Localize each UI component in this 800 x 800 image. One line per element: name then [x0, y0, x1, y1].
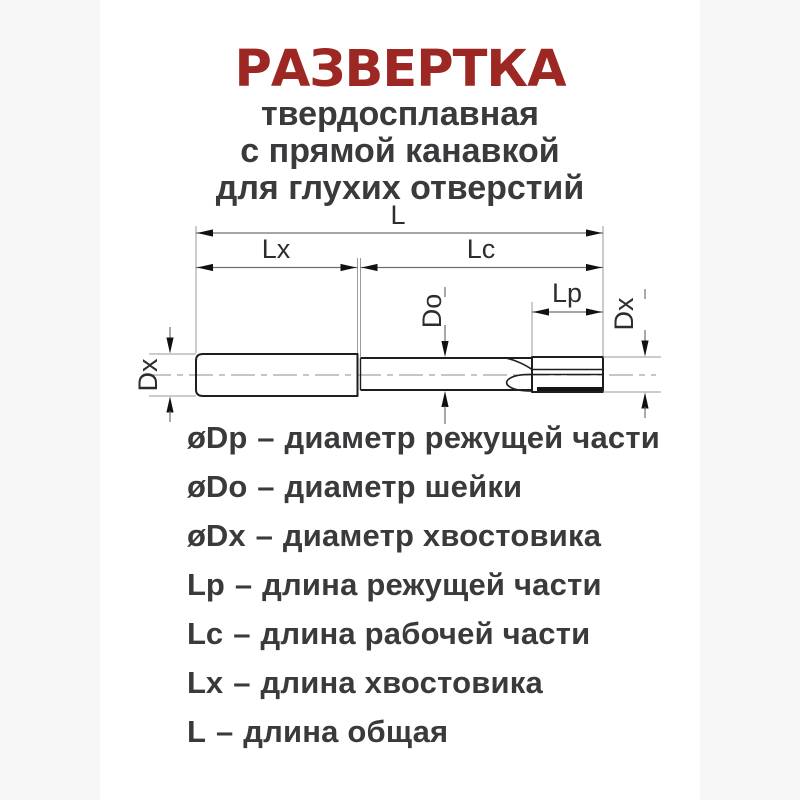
page-margin-left: [0, 0, 100, 800]
subtitle-line-2: с прямой канавкой: [240, 132, 560, 170]
legend-symbol: øDp: [187, 420, 248, 455]
subtitle-line-1: твердосплавная: [261, 95, 539, 133]
dim-label-lp: Lp: [551, 278, 583, 308]
content-panel: [100, 0, 700, 800]
dim-label-l: L: [390, 200, 406, 230]
legend-description: длина режущей части: [262, 567, 602, 602]
legend-item-dp: [187, 413, 687, 462]
legend: [187, 413, 687, 756]
legend-symbol: L: [187, 714, 206, 749]
legend-symbol: øDx: [187, 518, 246, 553]
dim-label-dx-right: Dx: [609, 297, 639, 331]
legend-symbol: øDo: [187, 469, 248, 504]
legend-item-lx: [187, 658, 687, 707]
legend-separator: –: [257, 469, 275, 504]
legend-separator: –: [215, 714, 234, 749]
page-title: РАЗВЕРТКА: [234, 40, 566, 99]
legend-description: диаметр режущей части: [284, 420, 660, 455]
legend-separator: –: [255, 518, 273, 553]
legend-description: диаметр хвостовика: [282, 518, 602, 553]
title-block: [100, 40, 700, 207]
dim-label-dx-left: Dx: [133, 358, 163, 392]
legend-item-l: [187, 707, 687, 756]
subtitle-line-3: для глухих отверстий: [215, 169, 585, 207]
legend-item-dx: [187, 511, 687, 560]
dim-label-do: Do: [417, 293, 447, 329]
legend-separator: –: [233, 616, 251, 651]
page-margin-right: [700, 0, 800, 800]
legend-item-do: [187, 462, 687, 511]
legend-separator: –: [233, 665, 251, 700]
legend-item-lp: [187, 560, 687, 609]
legend-symbol: Lc: [187, 616, 224, 651]
legend-item-lc: [187, 609, 687, 658]
legend-description: длина общая: [243, 714, 449, 749]
legend-symbol: Lx: [187, 665, 224, 700]
legend-description: длина хвостовика: [260, 665, 543, 700]
legend-separator: –: [234, 567, 253, 602]
legend-symbol: Lp: [187, 567, 225, 602]
dim-label-lc: Lc: [466, 234, 496, 264]
legend-separator: –: [257, 420, 275, 455]
legend-description: диаметр шейки: [284, 469, 523, 504]
legend-description: длина рабочей части: [260, 616, 591, 651]
dim-label-lx: Lx: [261, 234, 291, 264]
